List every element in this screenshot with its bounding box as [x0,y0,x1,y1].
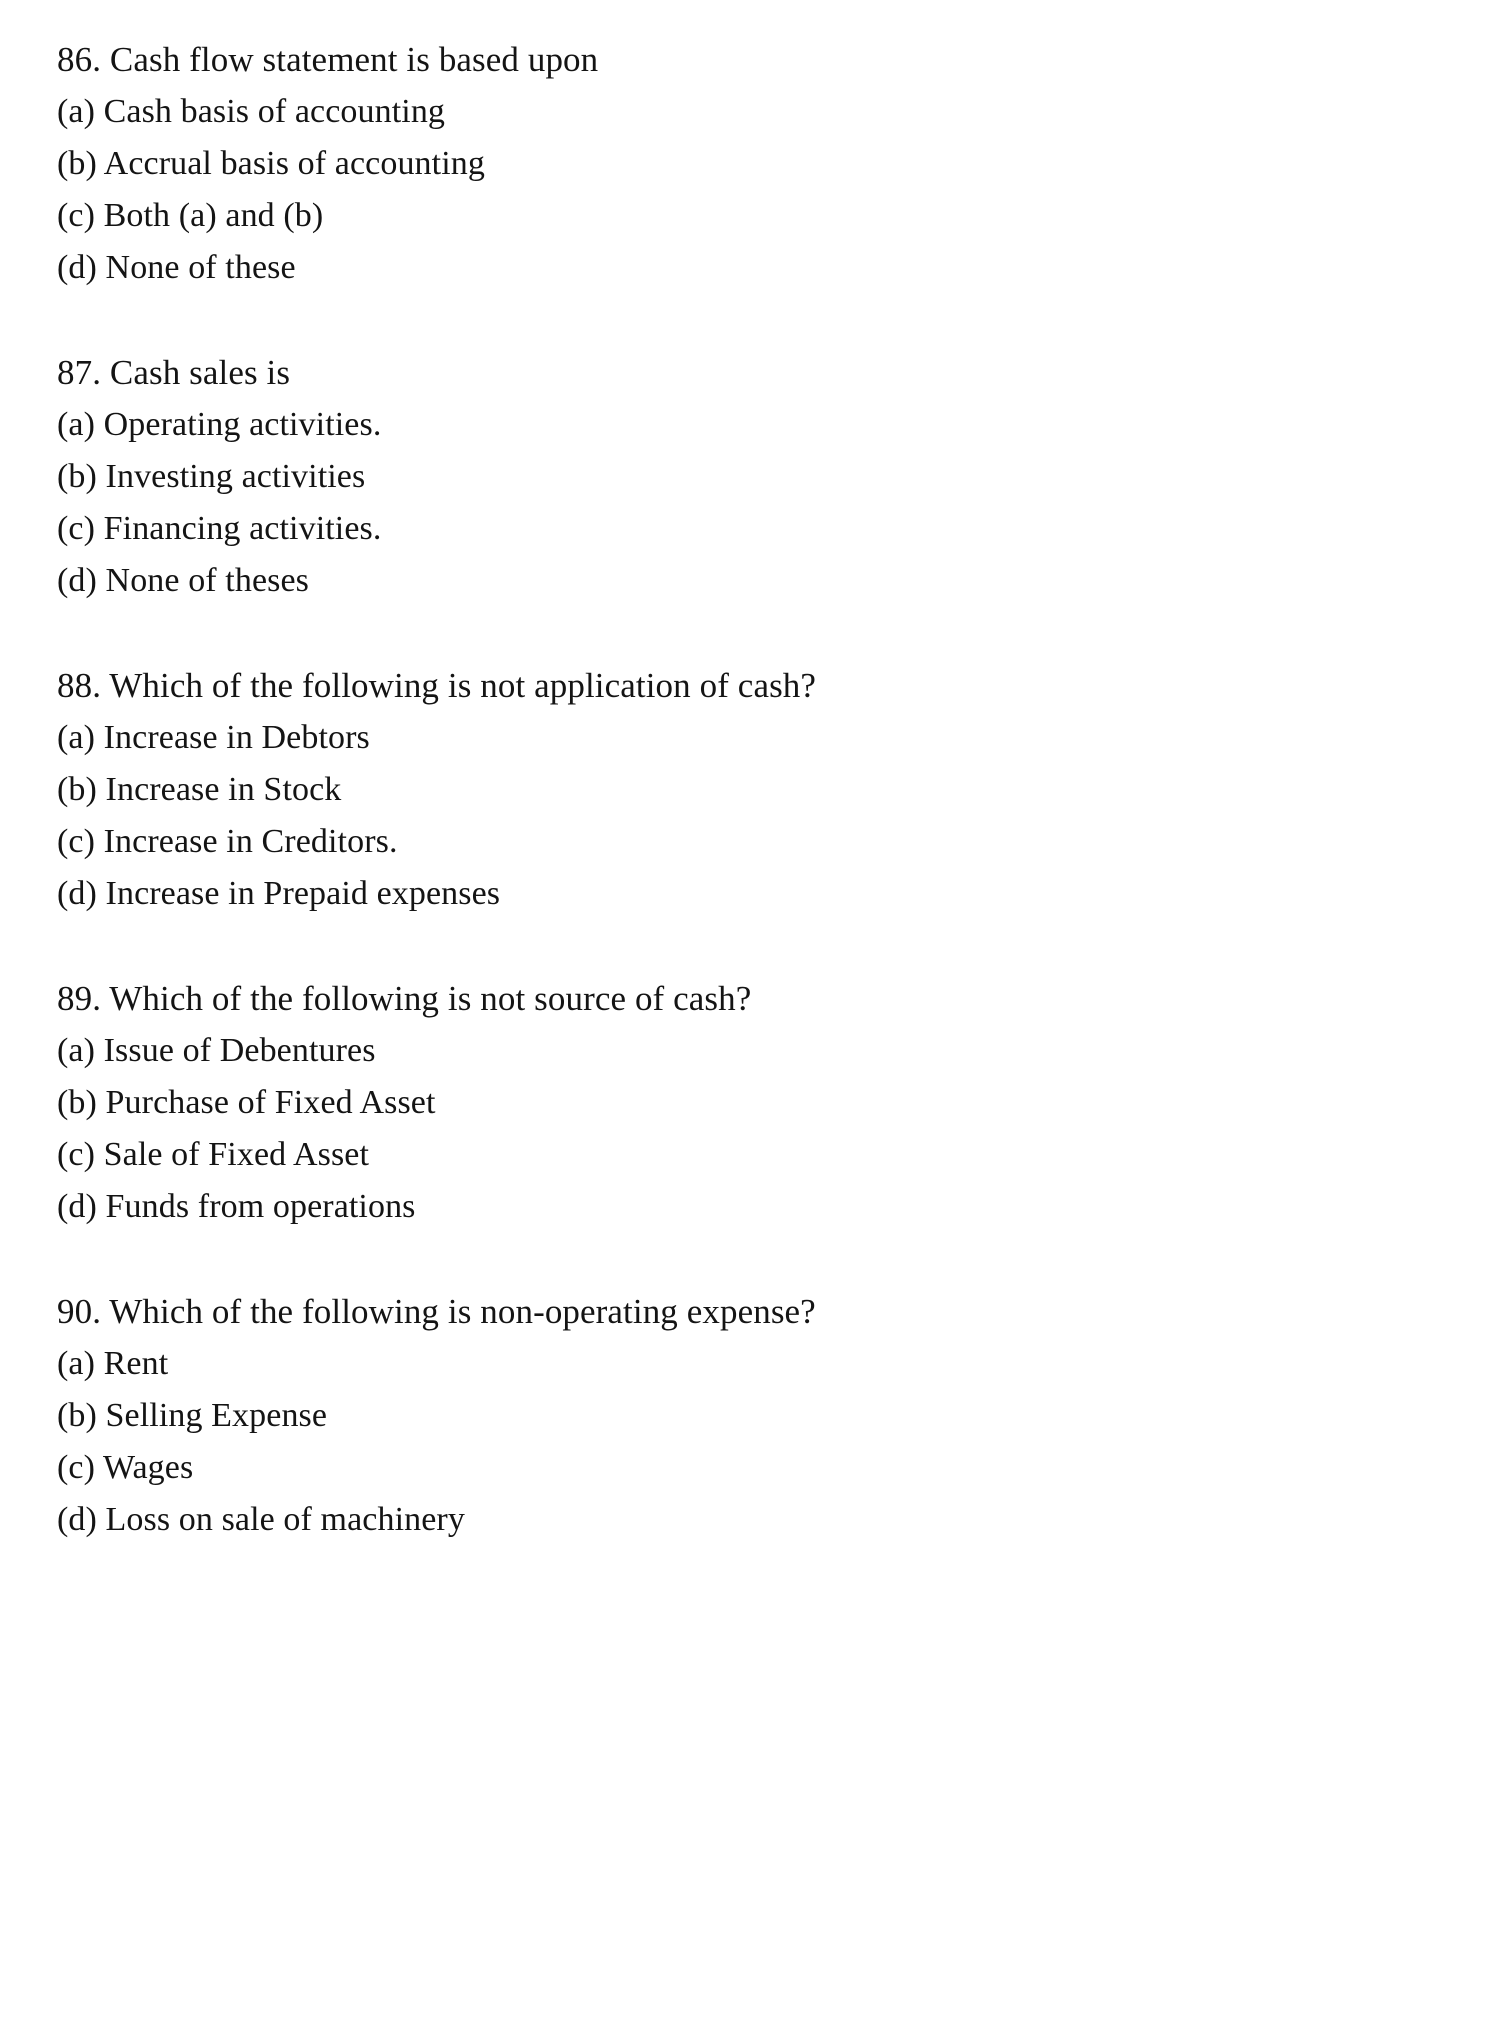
question-option[interactable]: (b) Purchase of Fixed Asset [57,1084,436,1121]
question-option[interactable]: (a) Rent [57,1345,169,1382]
question-option[interactable]: (c) Wages [57,1449,194,1486]
question-block [57,34,1397,294]
question-option[interactable]: (b) Accrual basis of accounting [57,145,485,182]
question-option[interactable]: (a) Increase in Debtors [57,719,370,756]
question-list [57,34,1397,1546]
question-block [57,660,1397,920]
question-stem: 87. Cash sales is [57,353,291,392]
question-option[interactable]: (b) Investing activities [57,458,366,495]
question-option[interactable]: (c) Financing activities. [57,510,382,547]
question-option[interactable]: (a) Issue of Debentures [57,1032,376,1069]
question-block [57,973,1397,1233]
question-option[interactable]: (b) Selling Expense [57,1397,328,1434]
question-option[interactable]: (a) Cash basis of accounting [57,93,446,130]
question-option[interactable]: (d) Loss on sale of machinery [57,1501,465,1538]
question-option[interactable]: (d) None of these [57,249,296,286]
question-option[interactable]: (d) Increase in Prepaid expenses [57,875,501,912]
question-block [57,1286,1397,1546]
question-stem: 86. Cash flow statement is based upon [57,40,599,79]
question-stem: 88. Which of the following is not application of cash? [57,666,817,705]
question-option[interactable]: (b) Increase in Stock [57,771,342,808]
question-option[interactable]: (c) Increase in Creditors. [57,823,398,860]
question-option[interactable]: (d) None of theses [57,562,310,599]
question-option[interactable]: (c) Sale of Fixed Asset [57,1136,370,1173]
question-block [57,347,1397,607]
question-option[interactable]: (c) Both (a) and (b) [57,197,324,234]
question-option[interactable]: (d) Funds from operations [57,1188,416,1225]
question-stem: 89. Which of the following is not source of cash? [57,979,752,1018]
question-stem: 90. Which of the following is non-operating expense? [57,1292,816,1331]
question-option[interactable]: (a) Operating activities. [57,406,382,443]
